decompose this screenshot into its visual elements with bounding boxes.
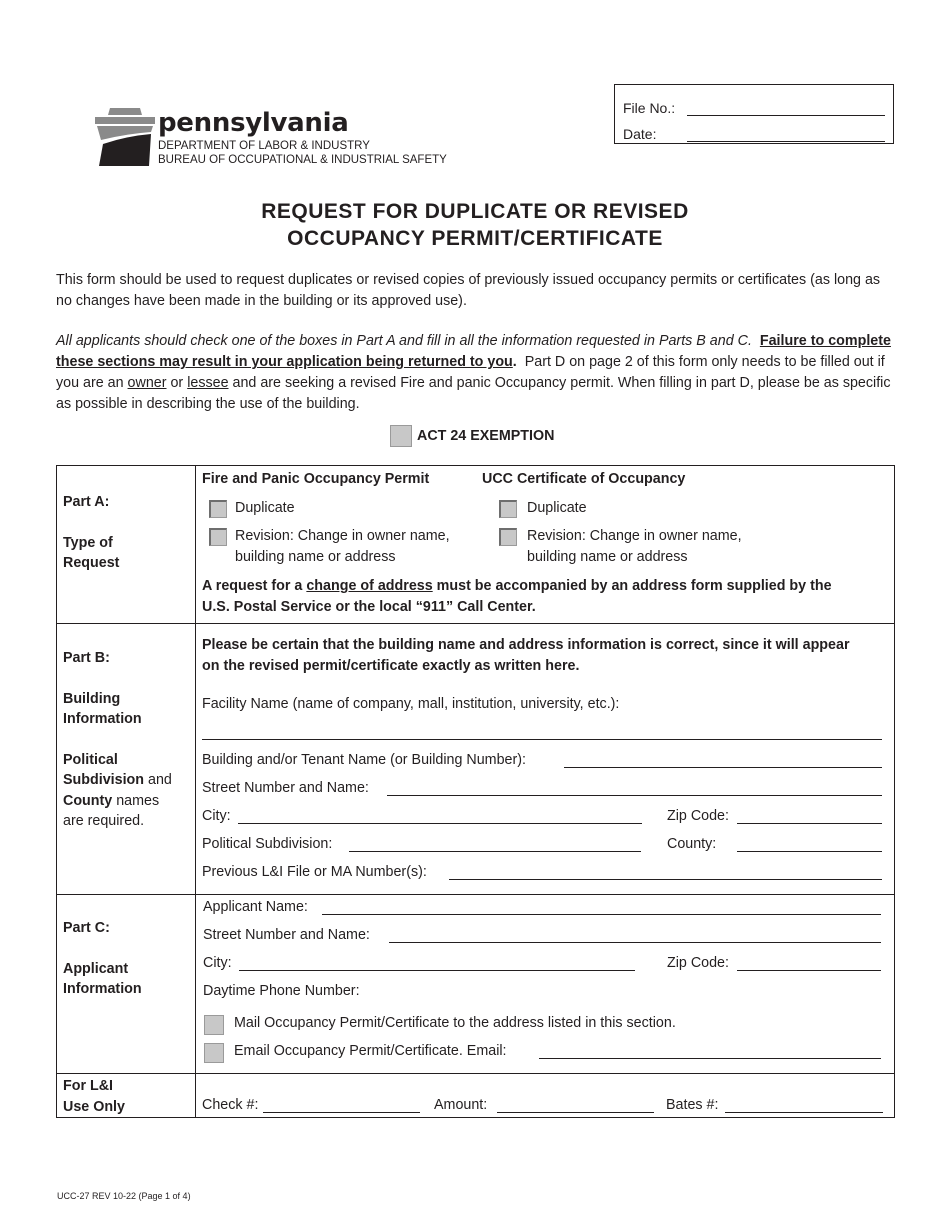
instructions-paragraph — [56, 331, 896, 415]
fire-duplicate-label: Duplicate — [235, 500, 295, 516]
note-line-2: U.S. Postal Service or the local “911” Call Center. — [202, 599, 536, 615]
part-a-content — [196, 466, 894, 623]
bates-number-label: Bates #: — [666, 1097, 719, 1113]
address-change-note — [202, 576, 892, 618]
part-c-section — [57, 894, 894, 1073]
part-c-label: Part C: — [63, 920, 110, 936]
part-a-label: Part A: — [63, 494, 110, 510]
fire-duplicate-checkbox[interactable] — [209, 500, 227, 518]
city-label: City: — [202, 808, 231, 824]
ucc-duplicate-checkbox[interactable] — [499, 500, 517, 518]
ucc-duplicate-label: Duplicate — [527, 500, 587, 516]
title-line-2: OCCUPANCY PERMIT/CERTIFICATE — [287, 227, 663, 250]
previous-file-label: Previous L&I File or MA Number(s): — [202, 864, 427, 880]
street-label: Street Number and Name: — [202, 780, 369, 796]
city-field[interactable] — [238, 823, 642, 824]
mail-permit-label: Mail Occupancy Permit/Certificate to the address listed in this section. — [234, 1015, 676, 1031]
logo-department — [158, 139, 447, 167]
political-subdivision-field[interactable] — [349, 851, 641, 852]
ucc-title: UCC Certificate of Occupancy — [482, 471, 686, 487]
part-b-names: names — [116, 792, 160, 809]
applicant-street-label: Street Number and Name: — [203, 927, 370, 943]
part-c-applicant: Applicant — [63, 960, 129, 977]
part-b-county: County — [63, 792, 113, 809]
applicant-zip-field[interactable] — [737, 970, 881, 971]
title-line-1: REQUEST FOR DUPLICATE OR REVISED — [261, 200, 689, 223]
ucc-revision-label-1: Revision: Change in owner name, — [527, 528, 742, 544]
check-number-field[interactable] — [263, 1112, 420, 1113]
act24-label: ACT 24 EXEMPTION — [417, 428, 555, 444]
act24-checkbox[interactable] — [390, 425, 412, 447]
file-no-label: File No.: — [623, 100, 676, 116]
zip-label: Zip Code: — [667, 808, 729, 824]
part-a-request: Request — [63, 555, 120, 571]
note-pre: A request for a — [202, 578, 303, 594]
keystone-logo-icon — [95, 108, 155, 166]
logo-state-name: pennsylvania — [158, 108, 349, 138]
note-post: must be accompanied by an address form supplied by the — [436, 578, 832, 594]
fire-revision-label-1: Revision: Change in owner name, — [235, 528, 450, 544]
notice-line-2: on the revised permit/certificate exactly as written here. — [202, 658, 580, 674]
part-b-required: are required. — [63, 813, 145, 829]
instructions-or: or — [170, 375, 184, 391]
facility-name-label: Facility Name (name of company, mall, institution, university, etc.): — [202, 696, 620, 712]
applicant-city-label: City: — [203, 955, 232, 971]
part-b-label: Part B: — [63, 650, 110, 666]
notice-line-1: Please be certain that the building name and address information is correct, since it will appear — [202, 637, 850, 653]
instructions-part2: and are seeking a revised Fire and panic Occupancy permit. When filling in part D, please be as specific as possible in describing the use of the building. — [56, 375, 891, 412]
part-a-section — [57, 466, 894, 623]
building-name-label: Building and/or Tenant Name (or Building Number): — [202, 752, 526, 768]
part-a-type-of: Type of — [63, 534, 113, 551]
office-use-label-cell — [57, 1074, 196, 1117]
date-label: Date: — [623, 126, 657, 142]
applicant-name-field[interactable] — [322, 914, 881, 915]
check-number-label: Check #: — [202, 1097, 259, 1113]
building-name-field[interactable] — [564, 767, 882, 768]
file-no-field[interactable] — [687, 102, 885, 116]
act24-exemption[interactable] — [390, 425, 554, 447]
phone-label: Daytime Phone Number: — [203, 983, 360, 999]
ucc-revision-label-2: building name or address — [527, 549, 688, 565]
date-field[interactable] — [687, 128, 885, 142]
part-b-section — [57, 623, 894, 894]
bates-number-field[interactable] — [725, 1112, 883, 1113]
political-subdivision-label: Political Subdivision: — [202, 836, 333, 852]
applicant-street-field[interactable] — [389, 942, 881, 943]
instructions-italic: All applicants should check one of the boxes in Part A and fill in all the information requested in Parts B and C. — [56, 333, 752, 349]
fire-revision-checkbox[interactable] — [209, 528, 227, 546]
dept-line-1: DEPARTMENT OF LABOR & INDUSTRY — [158, 140, 370, 152]
file-number-box — [614, 84, 894, 144]
street-field[interactable] — [387, 795, 882, 796]
previous-file-field[interactable] — [449, 879, 882, 880]
office-use-content — [196, 1074, 894, 1117]
applicant-zip-label: Zip Code: — [667, 955, 729, 971]
part-b-subdivision: Subdivision — [63, 772, 145, 788]
part-b-label-cell — [57, 624, 196, 894]
intro-paragraph: This form should be used to request duplicates or revised copies of previously issued occupancy permits or certificates (as long as no changes have been made in the building or its approved use). — [56, 272, 881, 309]
instructions-warning: Failure to complete these sections may result in your application being returned to you — [56, 333, 891, 370]
part-c-information: Information — [63, 981, 142, 997]
part-c-content — [196, 895, 894, 1073]
county-field[interactable] — [737, 851, 882, 852]
facility-name-field[interactable] — [202, 739, 882, 740]
zip-field[interactable] — [737, 823, 882, 824]
part-b-and: and — [148, 772, 172, 788]
form-title — [0, 198, 950, 252]
part-b-information: Information — [63, 711, 142, 727]
mail-permit-checkbox[interactable] — [204, 1015, 224, 1035]
office-use-label-2: Use Only — [63, 1098, 125, 1115]
amount-label: Amount: — [434, 1097, 488, 1113]
applicant-name-label: Applicant Name: — [203, 899, 308, 915]
county-label: County: — [667, 836, 717, 852]
email-field[interactable] — [539, 1058, 881, 1059]
fire-revision-label-2: building name or address — [235, 549, 396, 565]
instructions-owner: owner — [127, 375, 167, 391]
pa-logo — [95, 108, 495, 168]
email-permit-label: Email Occupancy Permit/Certificate. Email: — [234, 1043, 507, 1059]
form-table — [56, 465, 895, 1118]
office-use-section — [57, 1073, 894, 1117]
part-b-building: Building — [63, 690, 121, 707]
part-b-content — [196, 624, 894, 894]
fire-panic-title: Fire and Panic Occupancy Permit — [202, 471, 430, 487]
form-footer: UCC-27 REV 10-22 (Page 1 of 4) — [57, 1191, 191, 1201]
office-use-label-1: For L&I — [63, 1078, 114, 1094]
instructions-lessee: lessee — [187, 375, 229, 391]
part-b-notice — [202, 635, 850, 677]
email-permit-checkbox[interactable] — [204, 1043, 224, 1063]
amount-field[interactable] — [497, 1112, 654, 1113]
ucc-revision-checkbox[interactable] — [499, 528, 517, 546]
part-a-label-cell — [57, 466, 196, 623]
applicant-city-field[interactable] — [239, 970, 635, 971]
instructions-period: . — [512, 354, 517, 370]
note-change-of-address: change of address — [306, 578, 433, 594]
dept-line-2: BUREAU OF OCCUPATIONAL & INDUSTRIAL SAFETY — [158, 154, 447, 166]
instructions-part1: Part D on page 2 of this form only needs to be filled out if you are an — [56, 354, 885, 391]
part-b-political: Political — [63, 751, 118, 768]
part-c-label-cell — [57, 895, 196, 1073]
